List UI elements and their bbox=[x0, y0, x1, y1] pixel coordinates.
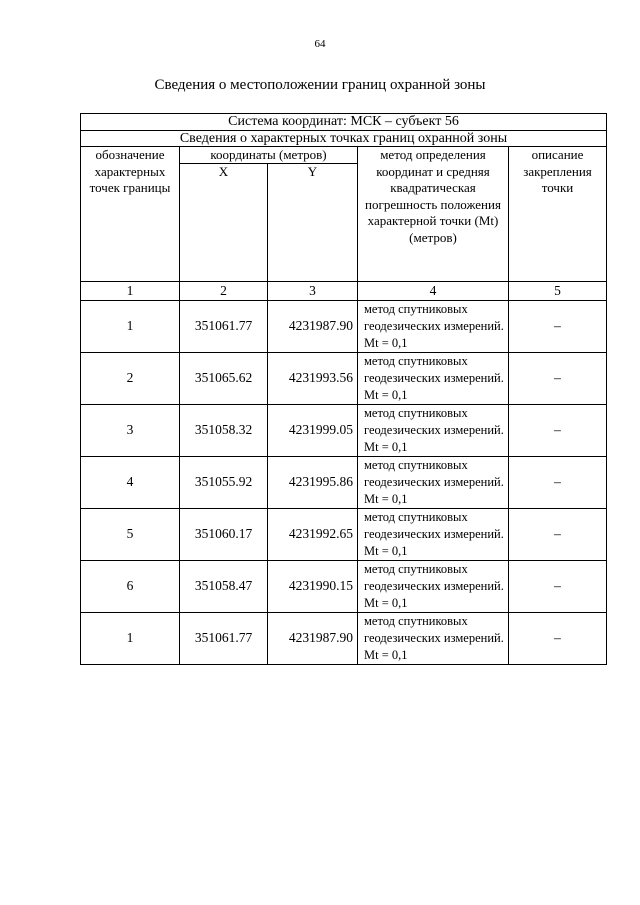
header-method: метод определения координат и средняя квадратическая погрешность положения характерной точки (Mt) (метров) bbox=[358, 147, 509, 282]
cell-method: метод спутниковых геодезических измерений. Mt = 0,1 bbox=[358, 561, 509, 613]
cell-y: 4231995.86 bbox=[268, 457, 358, 509]
cell-point: 5 bbox=[81, 509, 180, 561]
cell-description: – bbox=[509, 509, 607, 561]
cell-y: 4231999.05 bbox=[268, 405, 358, 457]
cell-point: 1 bbox=[81, 613, 180, 665]
column-number: 2 bbox=[180, 282, 268, 301]
header-y: Y bbox=[268, 164, 358, 282]
header-x: X bbox=[180, 164, 268, 282]
table-row bbox=[81, 457, 607, 509]
column-number-row bbox=[81, 282, 607, 301]
column-number: 4 bbox=[358, 282, 509, 301]
column-number: 3 bbox=[268, 282, 358, 301]
cell-point: 2 bbox=[81, 353, 180, 405]
cell-method: метод спутниковых геодезических измерений. Mt = 0,1 bbox=[358, 509, 509, 561]
cell-x: 351058.47 bbox=[180, 561, 268, 613]
page-number: 64 bbox=[314, 38, 326, 50]
boundary-points-table bbox=[80, 113, 607, 665]
table-row bbox=[81, 561, 607, 613]
cell-point: 6 bbox=[81, 561, 180, 613]
cell-y: 4231990.15 bbox=[268, 561, 358, 613]
document-title: Сведения о местоположении границ охранной зоны bbox=[154, 77, 486, 93]
header-description: описание закрепления точки bbox=[509, 147, 607, 282]
cell-description: – bbox=[509, 301, 607, 353]
cell-x: 351061.77 bbox=[180, 613, 268, 665]
cell-y: 4231993.56 bbox=[268, 353, 358, 405]
table-row bbox=[81, 405, 607, 457]
table-row bbox=[81, 301, 607, 353]
cell-point: 1 bbox=[81, 301, 180, 353]
cell-x: 351058.32 bbox=[180, 405, 268, 457]
header-designation: обозначение характерных точек границы bbox=[81, 147, 180, 282]
cell-x: 351065.62 bbox=[180, 353, 268, 405]
cell-y: 4231987.90 bbox=[268, 613, 358, 665]
column-number: 5 bbox=[509, 282, 607, 301]
cell-x: 351061.77 bbox=[180, 301, 268, 353]
cell-description: – bbox=[509, 457, 607, 509]
cell-description: – bbox=[509, 405, 607, 457]
cell-point: 4 bbox=[81, 457, 180, 509]
coordinate-system-header: Система координат: МСК – субъект 56 bbox=[81, 114, 607, 131]
cell-y: 4231987.90 bbox=[268, 301, 358, 353]
column-number: 1 bbox=[81, 282, 180, 301]
cell-x: 351060.17 bbox=[180, 509, 268, 561]
cell-method: метод спутниковых геодезических измерений. Mt = 0,1 bbox=[358, 353, 509, 405]
cell-method: метод спутниковых геодезических измерений. Mt = 0,1 bbox=[358, 613, 509, 665]
points-caption-header: Сведения о характерных точках границ охранной зоны bbox=[81, 131, 607, 147]
table-row bbox=[81, 353, 607, 405]
table-row bbox=[81, 613, 607, 665]
cell-description: – bbox=[509, 613, 607, 665]
cell-y: 4231992.65 bbox=[268, 509, 358, 561]
cell-method: метод спутниковых геодезических измерений. Mt = 0,1 bbox=[358, 405, 509, 457]
table-row bbox=[81, 509, 607, 561]
cell-description: – bbox=[509, 561, 607, 613]
cell-point: 3 bbox=[81, 405, 180, 457]
cell-description: – bbox=[509, 353, 607, 405]
header-coordinates: координаты (метров) bbox=[180, 147, 358, 164]
cell-x: 351055.92 bbox=[180, 457, 268, 509]
cell-method: метод спутниковых геодезических измерений. Mt = 0,1 bbox=[358, 301, 509, 353]
cell-method: метод спутниковых геодезических измерений. Mt = 0,1 bbox=[358, 457, 509, 509]
